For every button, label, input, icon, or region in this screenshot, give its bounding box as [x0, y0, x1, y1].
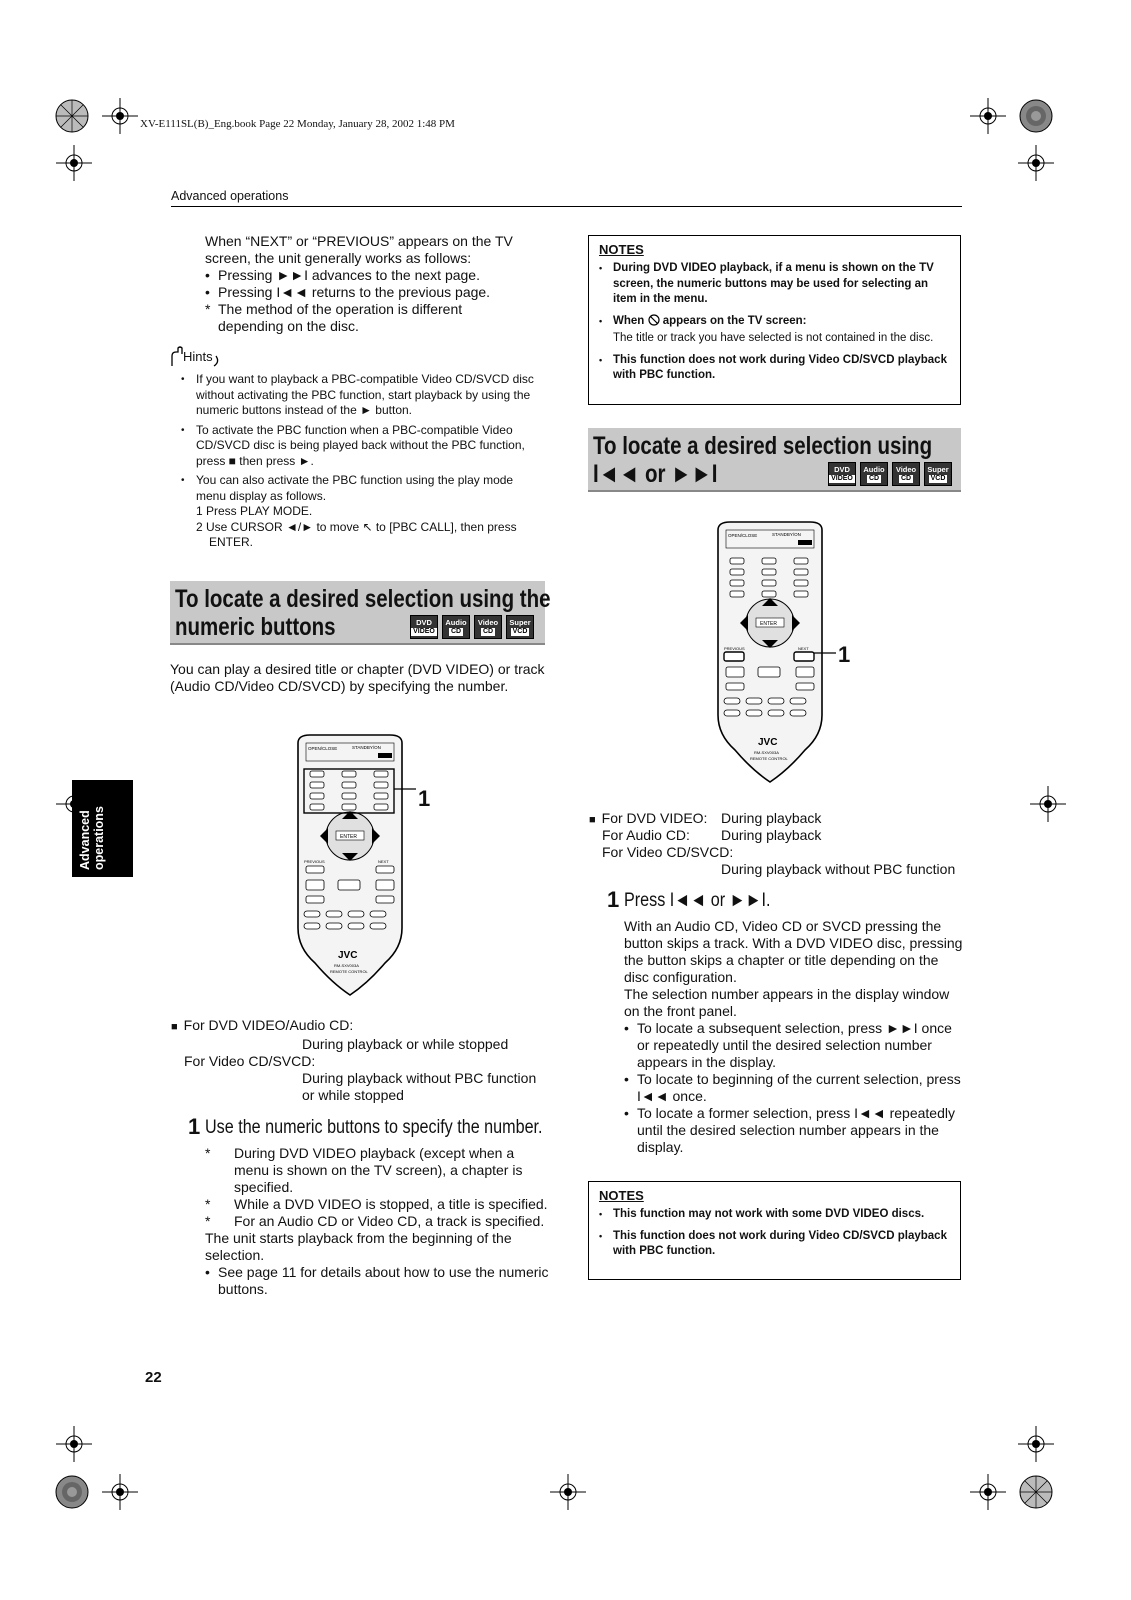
intro-note: depending on the disc. [218, 318, 359, 334]
open-close-label: OPEN/CLOSE [728, 533, 758, 538]
step-bullet: • To locate to beginning of the current selection, press I◄◄ once. [624, 1071, 964, 1105]
condition-value: During playback without PBC function [721, 861, 956, 877]
condition-label: ■ For DVD VIDEO/Audio CD: [171, 1017, 551, 1036]
section-description: You can play a desired title or chapter (DVD VIDEO) or track (Audio CD/Video CD/SVCD) by specifying the number. [170, 661, 545, 694]
crosshair-mark-icon [56, 1426, 92, 1462]
callout-line [814, 647, 836, 659]
note-item: • During DVD VIDEO playback, if a menu is shown on the TV screen, the numeric buttons may be used for selecting an item in the menu. [599, 261, 950, 308]
intro-block [205, 233, 545, 335]
remote-model: RM-SXV003A [334, 963, 359, 968]
remote-model: RM-SXV003A [754, 750, 779, 755]
hints-list [181, 372, 537, 551]
banner-title-line: I◄◄ or ►►I [593, 460, 718, 488]
hint-step: 2 Use CURSOR ◄/► to move ↖ to [PBC CALL], then press [196, 519, 517, 534]
video-cd-badge: Video CD [892, 462, 920, 486]
dvd-video-badge: DVD VIDEO [828, 462, 856, 486]
video-cd-badge: Video CD [474, 615, 502, 639]
hints-label [170, 346, 222, 370]
step-note: * While a DVD VIDEO is stopped, a title is specified. [205, 1196, 550, 1213]
step-text: Press I◄◄ or ►►I. [624, 890, 771, 911]
remote-control-illustration [710, 520, 830, 785]
registration-mark-icon [1018, 98, 1054, 134]
super-vcd-badge: Super VCD [506, 615, 534, 639]
enter-label: ENTER [340, 834, 357, 840]
remote-control-illustration [290, 733, 410, 998]
step-heading [188, 1116, 568, 1142]
condition-value: or while stopped [302, 1087, 404, 1103]
hint-step: ENTER. [209, 535, 254, 549]
hint-step: 1 Press PLAY MODE. [196, 504, 313, 518]
remote-caption: REMOTE CONTROL [330, 969, 368, 974]
crosshair-mark-icon [550, 1474, 586, 1510]
crosshair-mark-icon [1018, 1426, 1054, 1462]
crosshair-mark-icon [1018, 145, 1054, 181]
intro-line: screen, the unit generally works as follows: [205, 250, 472, 266]
disc-badges [828, 462, 952, 486]
enter-label: ENTER [760, 621, 777, 627]
condition-value: During playback [721, 827, 822, 843]
intro-bullet: • Pressing I◄◄ returns to the previous page. [205, 284, 545, 301]
step-result: The unit starts playback from the beginning of the selection. [205, 1230, 512, 1263]
banner-title-line: numeric buttons [175, 613, 336, 641]
step-heading [607, 889, 907, 915]
condition-label: For Video CD/SVCD: [184, 1053, 316, 1069]
condition-value: During playback or while stopped [302, 1036, 509, 1052]
step-body: The selection number appears in the display window on the front panel. [624, 986, 950, 1019]
crosshair-mark-icon [56, 145, 92, 181]
book-file-line: XV-E111SL(B)_Eng.book Page 22 Monday, January 28, 2002 1:48 PM [140, 118, 455, 130]
step-body: With an Audio CD, Video CD or SVCD pressing the button skips a track. With a DVD VIDEO disc, pressing the button skips a chapter or title depending on the disc configuration. [624, 918, 963, 985]
step-number: 1 [607, 887, 620, 912]
note-item: • This function may not work with some DVD VIDEO discs. [599, 1207, 950, 1223]
dvd-video-badge: DVD VIDEO [410, 615, 438, 639]
crosshair-mark-icon [970, 98, 1006, 134]
intro-bullet: • Pressing ►►I advances to the next page. [205, 267, 545, 284]
remote-caption: REMOTE CONTROL [750, 756, 788, 761]
registration-mark-icon [54, 1474, 90, 1510]
crosshair-mark-icon [970, 1474, 1006, 1510]
step-details [205, 1145, 550, 1298]
callout-number: 1 [418, 786, 431, 811]
disc-badges [410, 615, 534, 639]
section-label: Advanced operations [171, 189, 289, 203]
condition-label: For Video CD/SVCD: [602, 844, 734, 860]
step-number: 1 [188, 1114, 201, 1139]
crosshair-mark-icon [102, 1474, 138, 1510]
standby-label: STANDBY/ON [772, 532, 801, 537]
step-note: * For an Audio CD or Video CD, a track is specified. [205, 1213, 550, 1230]
next-label: NEXT [378, 859, 389, 864]
step-bullet: • To locate a former selection, press I◄◄ repeatedly until the desired selection number appears in the display. [624, 1105, 964, 1156]
callout-line [394, 783, 416, 795]
standby-label: STANDBY/ON [352, 745, 381, 750]
notes-box-top [588, 235, 961, 405]
crosshair-mark-icon [102, 98, 138, 134]
note-detail: The title or track you have selected is not contained in the disc. [613, 332, 934, 344]
condition-label: For Audio CD: [602, 827, 690, 843]
super-vcd-badge: Super VCD [924, 462, 952, 486]
chapter-side-tab [72, 780, 133, 877]
prohibited-icon [648, 314, 660, 326]
side-tab-text: Advanced operations [78, 806, 106, 870]
registration-mark-icon [54, 98, 90, 134]
intro-note: * The method of the operation is different [205, 301, 545, 318]
registration-mark-icon [1018, 1474, 1054, 1510]
step-bullet: • See page 11 for details about how to use the numeric buttons. [205, 1264, 550, 1298]
hint-item: • If you want to playback a PBC-compatible Video CD/SVCD disc without activating the PBC function, start playback by using the numeric buttons instead of the ► button. [181, 372, 537, 419]
condition-value: During playback without PBC function [302, 1070, 537, 1086]
notes-title: NOTES [599, 1188, 644, 1203]
callout-number: 1 [838, 642, 851, 667]
intro-line: When “NEXT” or “PREVIOUS” appears on the TV [205, 233, 513, 249]
notes-box-bottom [588, 1181, 961, 1280]
jvc-logo: JVC [758, 737, 778, 748]
banner-title-line: To locate a desired selection using [593, 432, 933, 460]
step-bullet: • To locate a subsequent selection, press ►►I once or repeatedly until the desired selection number appears in the display. [624, 1020, 964, 1071]
step-text: Use the numeric buttons to specify the number. [205, 1117, 543, 1138]
step-note: * During DVD VIDEO playback (except when a menu is shown on the TV screen), a chapter is specified. [205, 1145, 550, 1196]
crosshair-mark-icon [1030, 786, 1066, 822]
hints-text: Hints [183, 349, 213, 364]
condition-value: During playback [721, 810, 822, 826]
previous-label: PREVIOUS [724, 646, 745, 651]
section-banner-skip [588, 428, 961, 492]
audio-cd-badge: Audio CD [442, 615, 470, 639]
audio-cd-badge: Audio CD [860, 462, 888, 486]
jvc-logo: JVC [338, 950, 358, 961]
notes-title: NOTES [599, 242, 644, 257]
open-close-label: OPEN/CLOSE [308, 746, 338, 751]
page-number: 22 [145, 1369, 162, 1386]
previous-label: PREVIOUS [304, 859, 325, 864]
hint-item: • To activate the PBC function when a PBC-compatible Video CD/SVCD disc is being played back without the PBC function, press ■ then press ►. [181, 423, 537, 470]
step-details [624, 918, 964, 1156]
condition-label: ■ For DVD VIDEO: [589, 810, 707, 826]
note-item: • This function does not work during Video CD/SVCD playback with PBC function. [599, 353, 950, 384]
next-label: NEXT [798, 646, 809, 651]
availability-conditions [589, 810, 969, 878]
availability-conditions [171, 1017, 551, 1104]
hint-item: • You can also activate the PBC function using the play mode menu display as follows. [181, 473, 537, 504]
section-banner-numeric [170, 581, 551, 645]
note-item: • This function does not work during Video CD/SVCD playback with PBC function. [599, 1229, 950, 1260]
note-item: • When appears on the TV screen: [599, 314, 950, 330]
banner-title-line: To locate a desired selection using the [175, 585, 551, 613]
header-rule [171, 206, 962, 207]
